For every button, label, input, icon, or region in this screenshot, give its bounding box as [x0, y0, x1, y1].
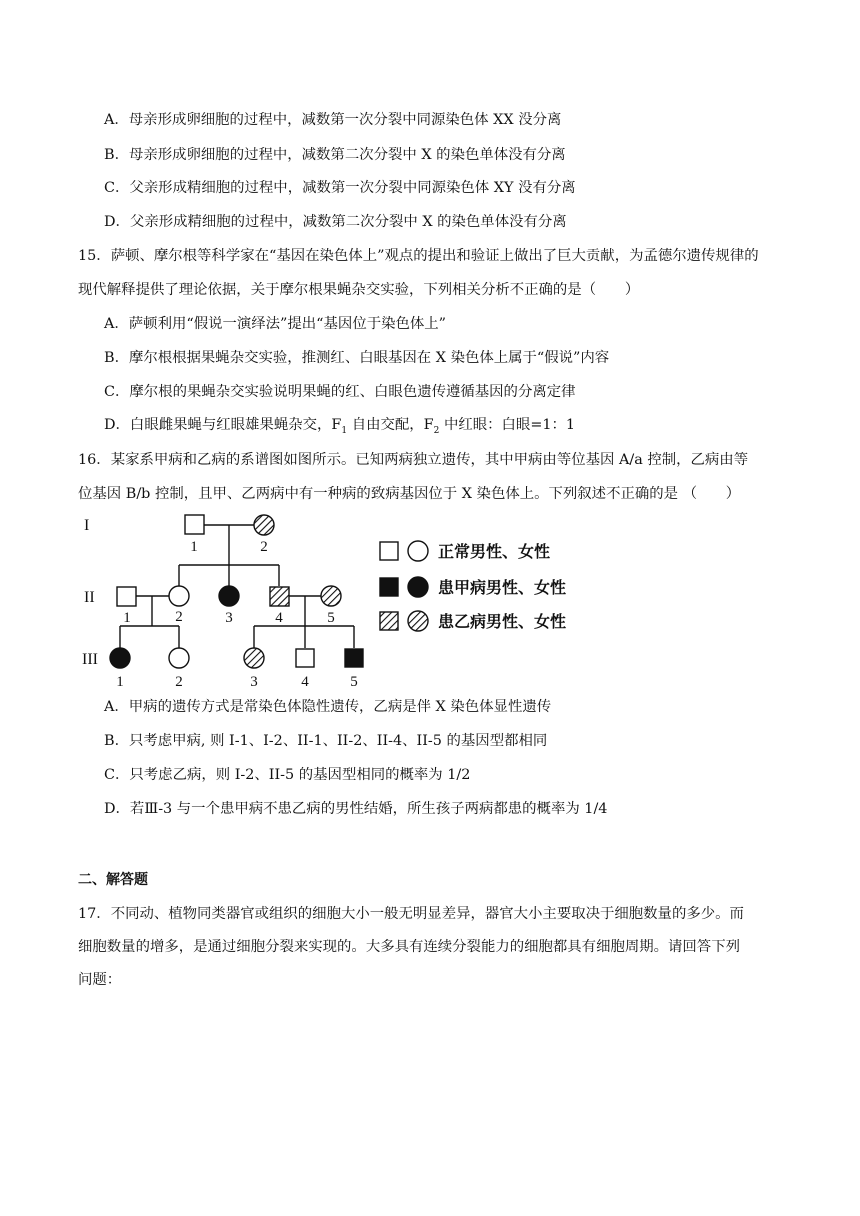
legend-normal-male-symbol: [380, 542, 398, 560]
q16-option-c: C．只考虑乙病，则 I-2、II-5 的基因型相同的概率为 1/2: [104, 767, 471, 783]
q15-option-c: C．摩尔根的果蝇杂交实验说明果蝇的红、白眼色遗传遵循基因的分离定律: [104, 384, 576, 400]
num-ii3: 3: [225, 610, 233, 626]
q15-stem-line2: 现代解释提供了理论依据，关于摩尔根果蝇杂交实验，下列相关分析不正确的是（ ）: [78, 282, 640, 298]
q17-line3: 问题：: [78, 972, 122, 988]
q14-option-c: C．父亲形成精细胞的过程中，减数第一次分裂中同源染色体 XY 没有分离: [104, 180, 576, 196]
q14-option-b: B．母亲形成卵细胞的过程中，减数第二次分裂中 X 的染色单体没有分离: [104, 147, 566, 163]
q15-option-b: B．摩尔根根据果蝇杂交实验，推测红、白眼基因在 X 染色体上属于“假说”内容: [104, 350, 610, 366]
q15-option-a: A．萨顿利用“假说一演绎法”提出“基因位于染色体上”: [104, 316, 447, 332]
pedigree-ii3-disease-a-female: [219, 586, 239, 606]
num-i1: 1: [190, 539, 198, 555]
legend-disease-a-label: 患甲病男性、女性: [438, 578, 567, 597]
pedigree-ii1-normal-male: [117, 587, 136, 606]
pedigree-ii4-disease-b-male: [270, 587, 289, 606]
q14-option-d: D．父亲形成精细胞的过程中，减数第二次分裂中 X 的染色单体没有分离: [104, 214, 567, 230]
q15-d-mid: 自由交配，F: [351, 417, 434, 433]
q15-option-d: [104, 415, 575, 441]
pedigree-iii4-normal-male: [296, 649, 314, 667]
num-ii5: 5: [327, 610, 335, 626]
num-i2: 2: [260, 539, 268, 555]
legend-disease-b-female-symbol: [408, 611, 428, 631]
q15-d-sub2: 2: [433, 425, 440, 436]
q16-stem-line1: 16．某家系甲病和乙病的系谱图如图所示。已知两病独立遗传，其中甲病由等位基因 A/a 控制，乙病由等: [78, 452, 749, 468]
legend-disease-a-female-symbol: [408, 577, 428, 597]
num-iii1: 1: [116, 674, 124, 690]
pedigree-iii3-disease-b-female: [244, 648, 264, 668]
q15-d-sub1: 1: [341, 425, 348, 436]
section-title: 二、解答题: [78, 872, 148, 888]
pedigree-diagram: [78, 508, 598, 690]
num-iii2: 2: [175, 674, 183, 690]
num-ii2: 2: [175, 609, 183, 625]
q15-d-post: 中红眼：白眼=1：1: [443, 417, 576, 433]
pedigree-iii2-normal-female: [169, 648, 189, 668]
q17-line2: 细胞数量的增多，是通过细胞分裂来实现的。大多具有连续分裂能力的细胞都具有细胞周期。请回答下列: [78, 939, 740, 955]
gen-label-iii: III: [82, 651, 98, 668]
pedigree-i2-disease-b-female: [254, 515, 274, 535]
legend-disease-a-male-symbol: [380, 578, 398, 596]
gen-label-ii: II: [84, 589, 95, 606]
legend-disease-b-label: 患乙病男性、女性: [438, 612, 567, 631]
q16-option-d: D．若Ⅲ-3 与一个患甲病不患乙病的男性结婚，所生孩子两病都患的概率为 1/4: [104, 801, 608, 817]
num-ii4: 4: [275, 610, 283, 626]
num-iii4: 4: [301, 674, 309, 690]
pedigree-ii5-disease-b-female: [321, 586, 341, 606]
pedigree-i1-normal-male: [185, 515, 204, 534]
num-iii3: 3: [250, 674, 258, 690]
q14-option-a: A．母亲形成卵细胞的过程中，减数第一次分裂中同源染色体 XX 没分离: [104, 112, 562, 128]
legend-normal-female-symbol: [408, 541, 428, 561]
pedigree-ii2-normal-female: [169, 586, 189, 606]
q15-stem-line1: 15．萨顿、摩尔根等科学家在“基因在染色体上”观点的提出和验证上做出了巨大贡献，为孟德尔遗传规律的: [78, 248, 759, 264]
legend-normal-label: 正常男性、女性: [438, 542, 551, 561]
num-ii1: 1: [123, 610, 131, 626]
pedigree-iii5-disease-a-male: [345, 649, 363, 667]
legend-disease-b-male-symbol: [380, 612, 398, 630]
q17-line1: 17．不同动、植物同类器官或组织的细胞大小一般无明显差异，器官大小主要取决于细胞数量的多少。而: [78, 906, 744, 922]
q16-option-a: A．甲病的遗传方式是常染色体隐性遗传，乙病是伴 X 染色体显性遗传: [104, 699, 552, 715]
q16-option-b: B．只考虑甲病, 则 I-1、I-2、II-1、II-2、II-4、II-5 的基因型都相同: [104, 733, 548, 749]
q15-d-pre: D．白眼雌果蝇与红眼雄果蝇杂交，F: [104, 417, 342, 433]
q16-stem-line2: 位基因 B/b 控制，且甲、乙两病中有一种病的致病基因位于 X 染色体上。下列叙述不正确的是 （ ）: [78, 486, 741, 502]
num-iii5: 5: [350, 674, 358, 690]
gen-label-i: I: [84, 517, 90, 534]
pedigree-iii1-disease-a-female: [110, 648, 130, 668]
